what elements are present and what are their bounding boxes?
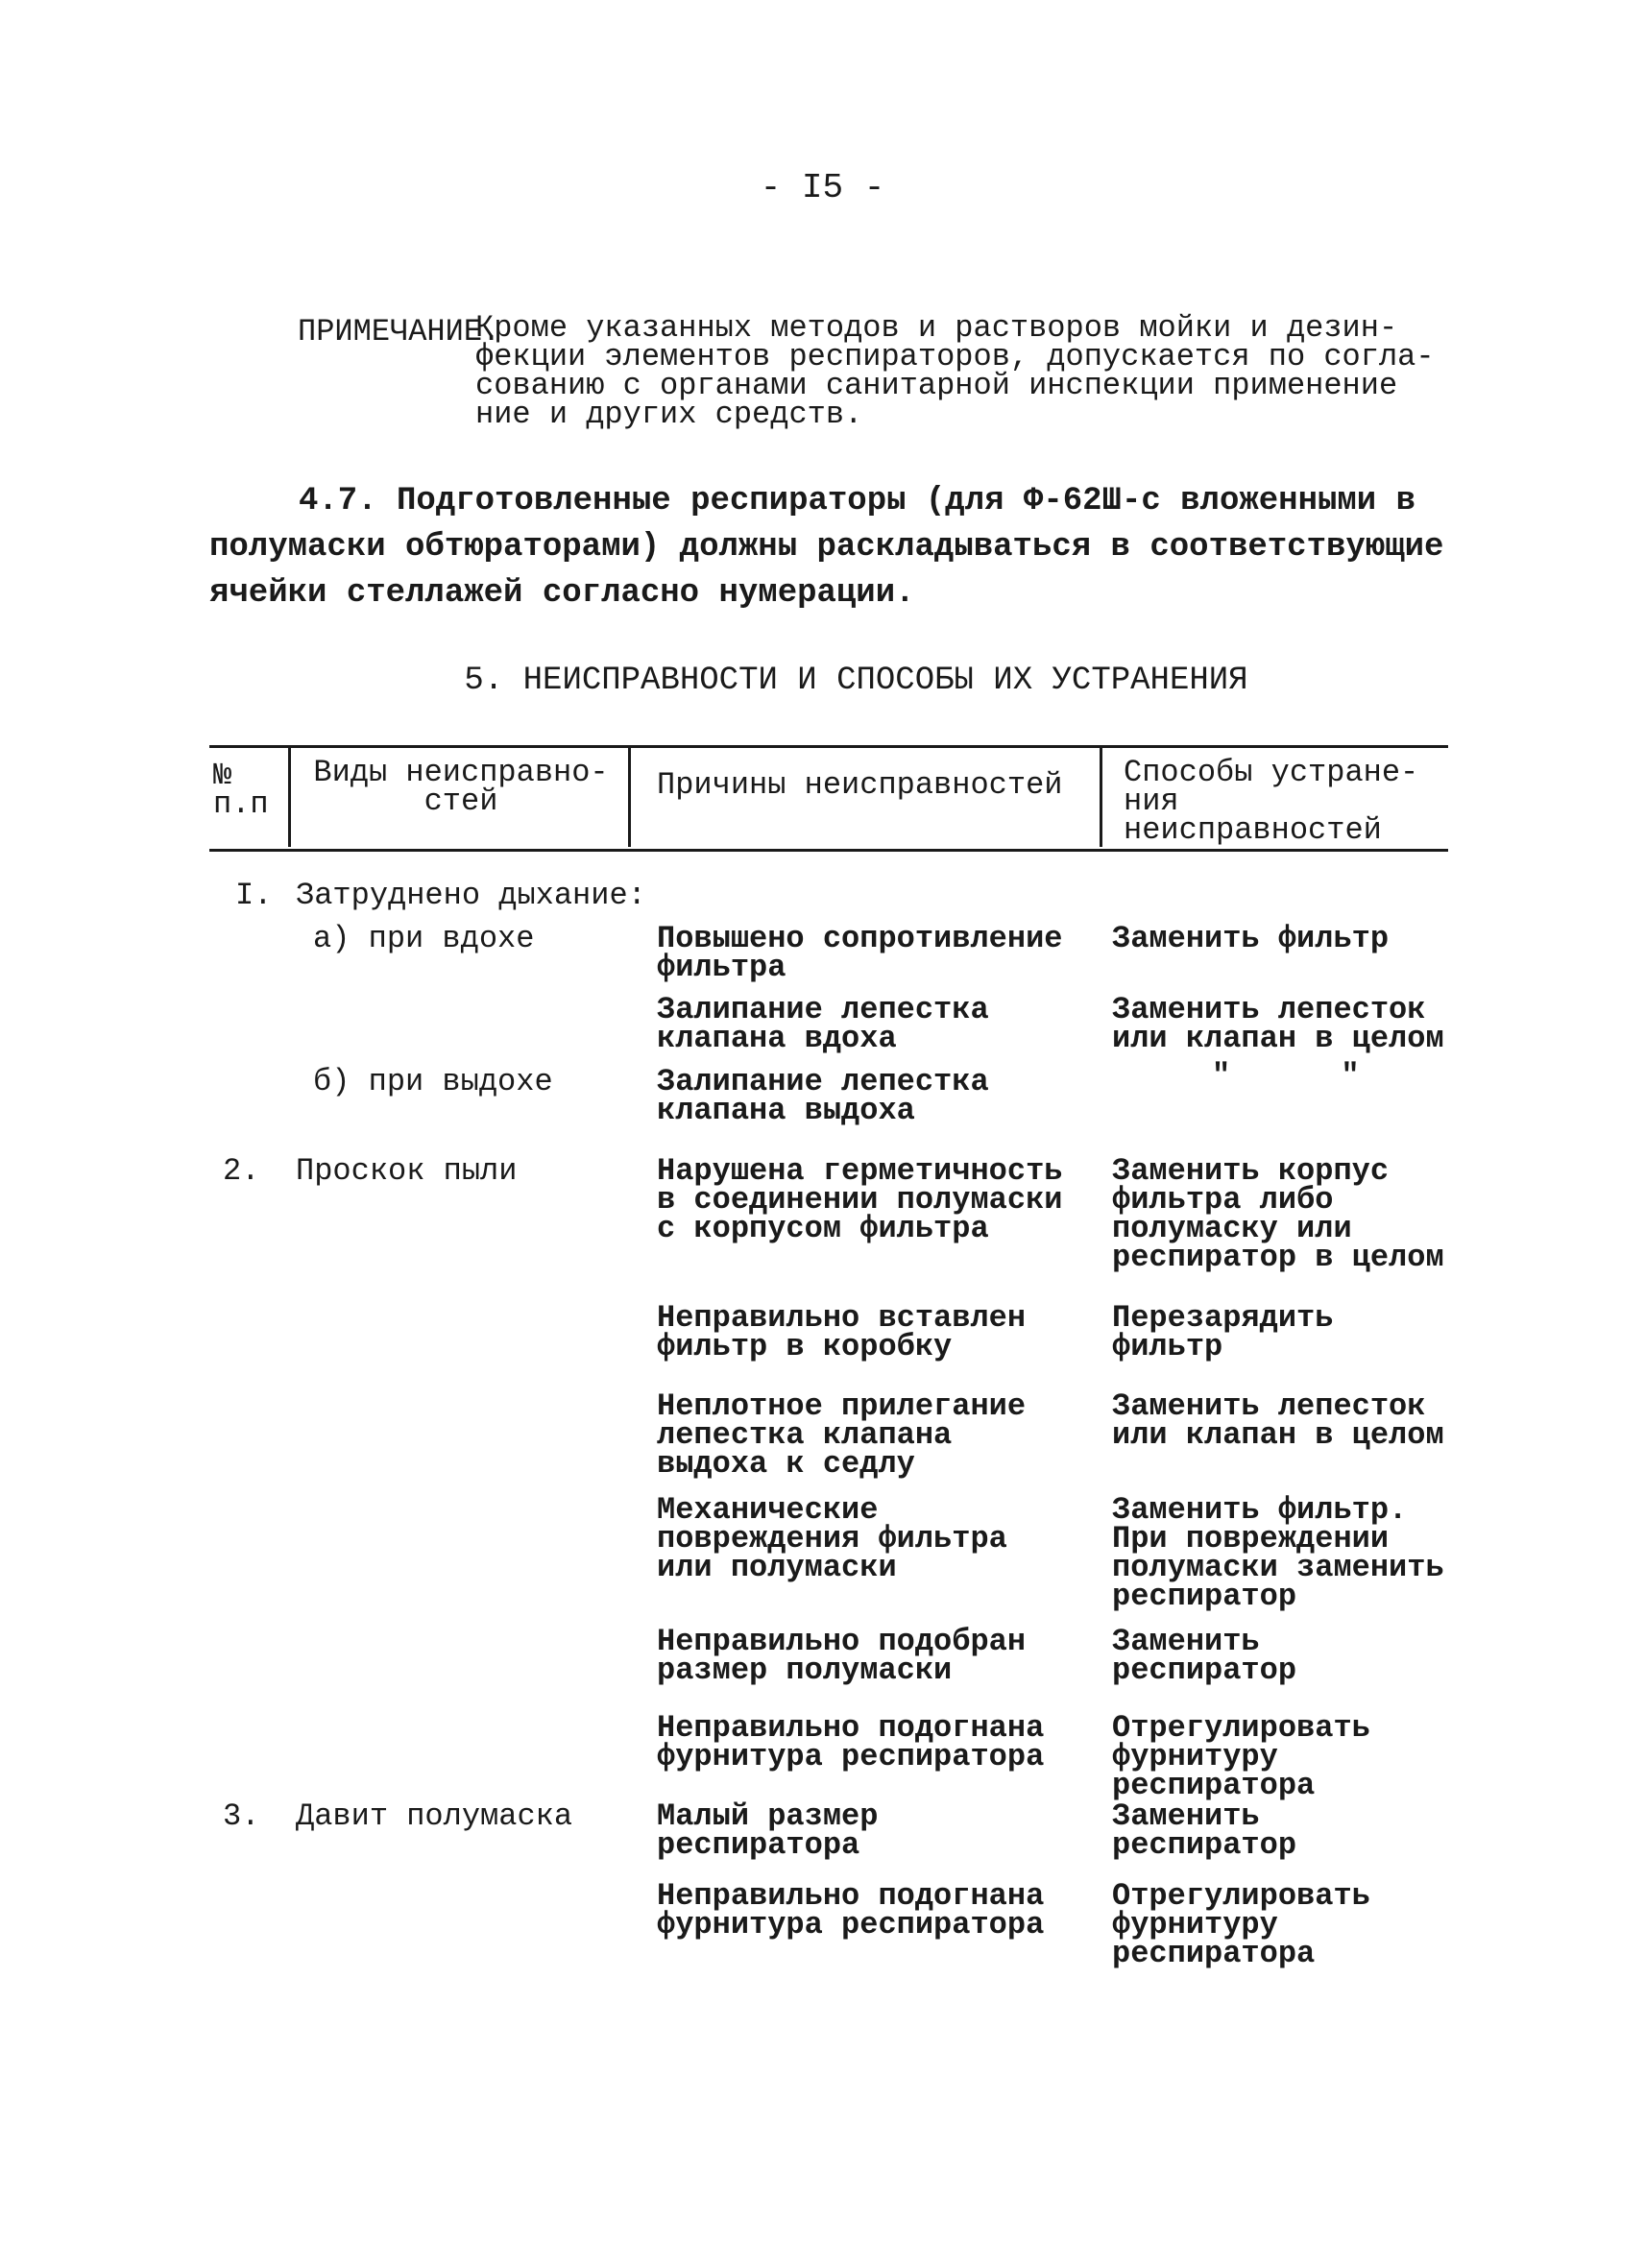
fault-remedy: Отрегулировать фурнитуру респиратора <box>1112 1710 1370 1803</box>
header-methods: Способы устране- ния неисправностей <box>1124 755 1419 848</box>
fault-cause: Залипание лепестка клапана выдоха <box>657 1064 989 1128</box>
fault-remedy: " " <box>1212 1058 1360 1094</box>
header-causes: Причины неисправностей <box>657 767 1063 803</box>
column-divider <box>628 747 631 847</box>
fault-cause: Нарушена герметичность в соединении полумаски с корпусом фильтра <box>657 1153 1063 1246</box>
column-divider <box>288 747 291 847</box>
fault-remedy: Заменить фильтр. При повреждении полумаски заменить респиратор <box>1112 1492 1444 1614</box>
note-text <box>475 310 1455 432</box>
fault-remedy: Заменить лепесток или клапан в целом <box>1112 992 1444 1056</box>
section-title: 5. НЕИСПРАВНОСТИ И СПОСОБЫ ИХ УСТРАНЕНИЯ <box>464 663 1248 699</box>
note-line: ние и других средств. <box>475 397 863 432</box>
fault-remedy: Заменить фильтр <box>1112 921 1390 956</box>
fault-remedy: Перезарядить фильтр <box>1112 1300 1334 1364</box>
fault-cause: Неплотное прилегание лепестка клапана выдоха к седлу <box>657 1388 1027 1482</box>
note-line: сованию с органами санитарной инспекции применение <box>475 368 1398 403</box>
row-number: 3. <box>223 1798 260 1834</box>
fault-type: Затруднено дыхание: <box>296 878 646 913</box>
fault-type: Давит полумаска <box>296 1798 573 1834</box>
fault-cause: Неправильно подобран размер полумаски <box>657 1624 1027 1688</box>
fault-cause: Малый размер респиратора <box>657 1798 879 1863</box>
header-types: Виды неисправно- стей <box>313 755 609 819</box>
fault-cause: Неправильно подогнана фурнитура респиратора <box>657 1710 1045 1774</box>
fault-remedy: Заменить корпус фильтра либо полумаску или респиратор в целом <box>1112 1153 1444 1275</box>
fault-remedy: Заменить респиратор <box>1112 1798 1297 1863</box>
fault-remedy: Заменить лепесток или клапан в целом <box>1112 1388 1444 1453</box>
fault-type: Проскок пыли <box>296 1153 518 1189</box>
fault-cause: Залипание лепестка клапана вдоха <box>657 992 989 1056</box>
table-top-rule <box>209 745 1448 748</box>
column-divider <box>1100 747 1102 847</box>
header-number: № п.п <box>213 758 269 822</box>
page-number: - I5 - <box>760 168 885 207</box>
note-line: фекции элементов респираторов, допускается по согла- <box>475 339 1435 374</box>
fault-type: б) при выдохе <box>313 1064 553 1099</box>
row-number: I. <box>235 878 273 913</box>
table-header-rule <box>209 849 1448 852</box>
paragraph-4-7: 4.7. Подготовленные респираторы (для Ф-62Ш-с вложенными в полумаски обтюраторами) должны раскладываться в соответствующие ячейки стеллажей согласно нумерации. <box>209 483 1444 612</box>
note-line: Кроме указанных методов и растворов мойки и дезин- <box>475 310 1398 346</box>
note-label: ПРИМЕЧАНИЕ. <box>298 314 501 350</box>
fault-cause: Повышено сопротивление фильтра <box>657 921 1063 985</box>
fault-type: а) при вдохе <box>313 921 535 956</box>
fault-remedy: Отрегулировать фурнитуру респиратора <box>1112 1878 1370 1971</box>
fault-cause: Механические повреждения фильтра или полумаски <box>657 1492 1007 1585</box>
fault-cause: Неправильно подогнана фурнитура респиратора <box>657 1878 1045 1942</box>
fault-remedy: Заменить респиратор <box>1112 1624 1297 1688</box>
fault-cause: Неправильно вставлен фильтр в коробку <box>657 1300 1027 1364</box>
row-number: 2. <box>223 1153 260 1189</box>
